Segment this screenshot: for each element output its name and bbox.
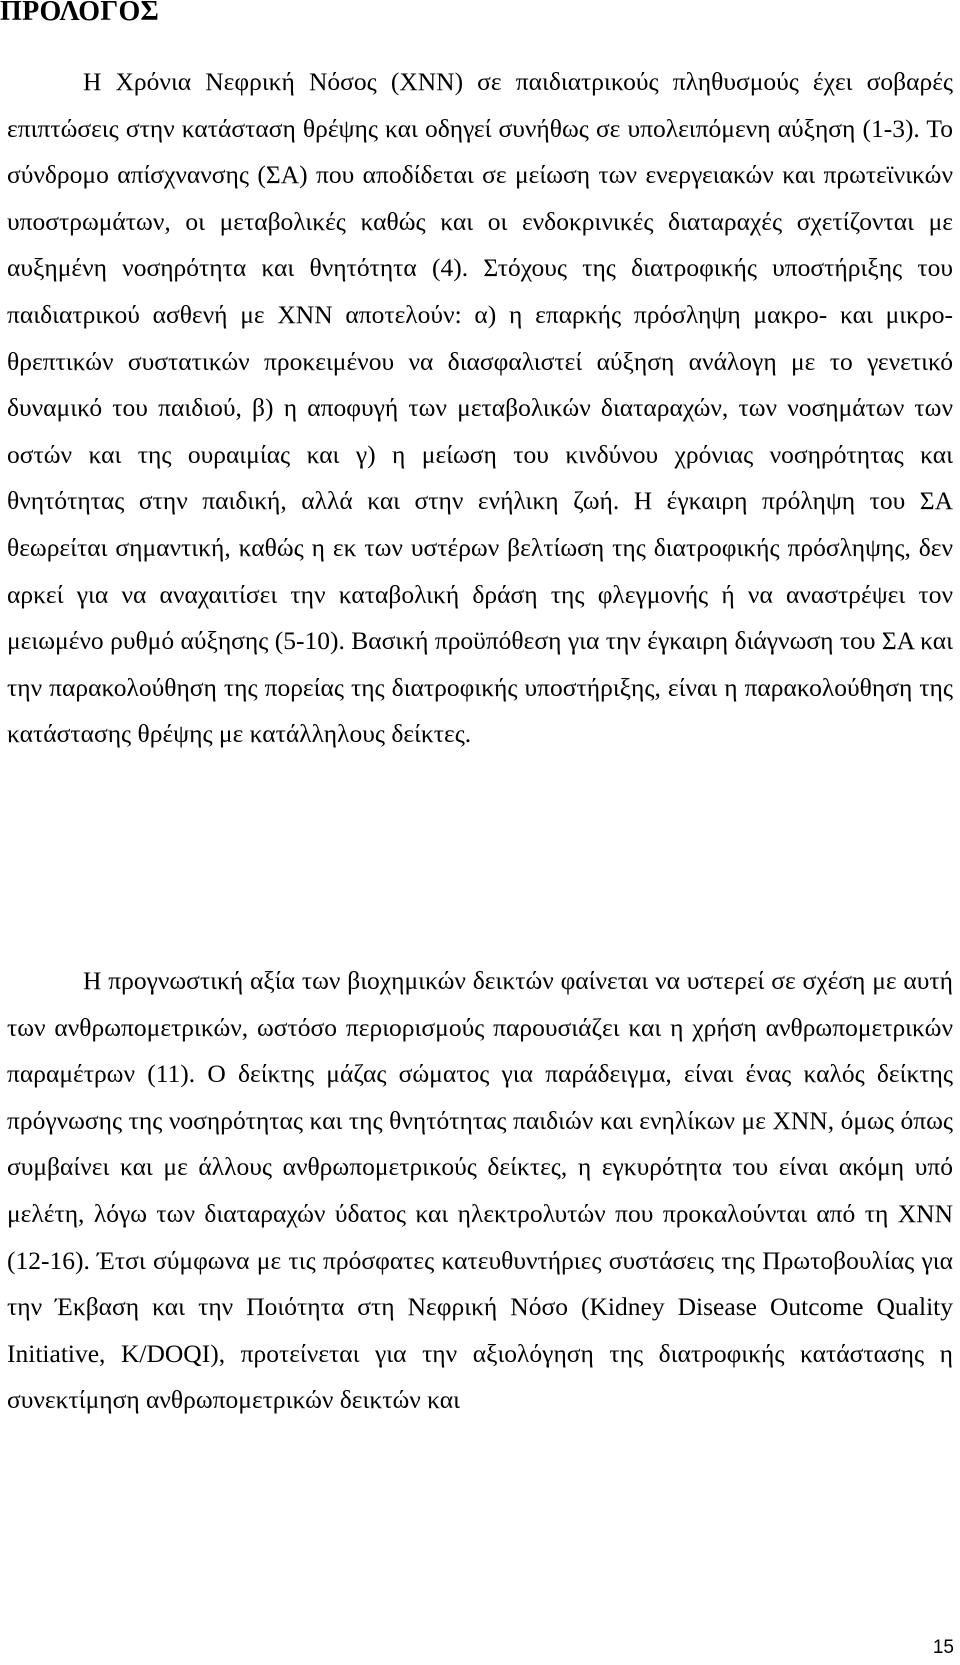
paragraph-intro: Η Χρόνια Νεφρική Νόσος (ΧΝΝ) σε παιδιατρικούς πληθυσμούς έχει σοβαρές επιπτώσεις στην κατάσταση θρέψης και οδηγεί συνήθως σε υπολειπόμενη αύξηση (1-3). Το σύνδρομο απίσχνανσης (ΣΑ) που αποδίδεται σε μείωση των ενεργειακών και πρωτεϊνικών υποστρωμάτων, οι μεταβολικές καθώς και οι ενδοκρινικές διαταραχές σχετίζονται με αυξημένη νοσηρότητα και θνητότητα (4). Στόχους της διατροφικής υποστήριξης του παιδιατρικού ασθενή με ΧΝΝ αποτελούν: α) η επαρκής πρόσληψη μακρο- και μικρο-θρεπτικών συστατικών προκειμένου να διασφαλιστεί αύξηση ανάλογη με το γενετικό δυναμικό του παιδιού, β) η αποφυγή των μεταβολικών διαταραχών, των νοσημάτων των οστών και της ουραιμίας και γ) η μείωση του κινδύνου χρόνιας νοσηρότητας και θνητότητας στην παιδική, αλλά και στην ενήλικη ζωή. Η έγκαιρη πρόληψη του ΣΑ θεωρείται σημαντική, καθώς η εκ των υστέρων βελτίωση της διατροφικής πρόσληψης, δεν αρκεί για να αναχαιτίσει την καταβολική δράση της φλεγμονής ή να αναστρέψει τον μειωμένο ρυθμό αύξησης (5-10). Βασική προϋπόθεση για την έγκαιρη διάγνωση του ΣΑ και την παρακολούθηση της πορείας της διατροφικής υποστήριξης, είναι η παρακολούθηση της κατάστασης θρέψης με κατάλληλους δείκτες. (7, 67, 953, 749)
page-title: ΠΡΟΛΟΓΟΣ (0, 0, 160, 27)
page-number: 15 (932, 1637, 954, 1658)
paragraph-prognostic-value: Η προγνωστική αξία των βιοχημικών δεικτών φαίνεται να υστερεί σε σχέση με αυτή των ανθρωπομετρικών, ωστόσο περιορισμούς παρουσιάζει και η χρήση ανθρωπομετρικών παραμέτρων (11). Ο δείκτης μάζας σώματος για παράδειγμα, είναι ένας καλός δείκτης πρόγνωσης της νοσηρότητας και της θνητότητας παιδιών και ενηλίκων με ΧΝΝ, όμως όπως συμβαίνει και με άλλους ανθρωπομετρικούς δείκτες, η εγκυρότητα του είναι ακόμη υπό μελέτη, λόγω των διαταραχών ύδατος και ηλεκτρολυτών που προκαλούνται από τη ΧΝΝ (12-16). Έτσι σύμφωνα με τις πρόσφατες κατευθυντήριες συστάσεις της Πρωτοβουλίας για την Έκβαση και την Ποιότητα στη Νεφρική Νόσο (Kidney Disease Outcome Quality Initiative, K/DOQI), προτείνεται για την αξιολόγηση της διατροφικής κατάστασης η συνεκτίμηση ανθρωπομετρικών δεικτών και (7, 966, 953, 1415)
